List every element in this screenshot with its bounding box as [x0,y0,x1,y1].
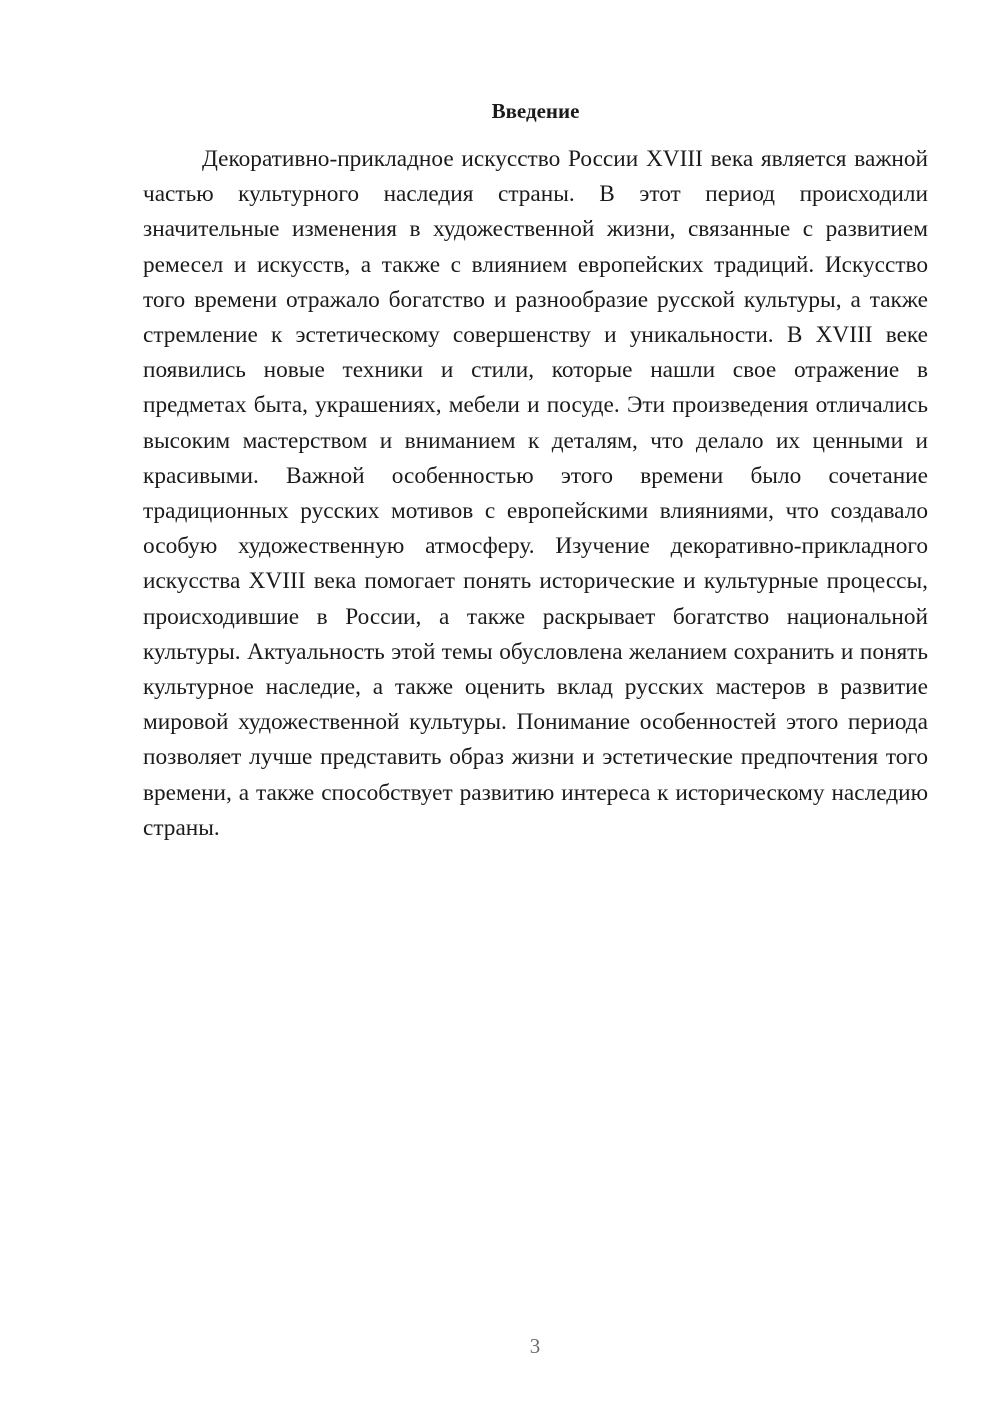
body-paragraph: Декоративно-прикладное искусство России XVIII века является важной частью культурного наследия страны. В этот период происходили значительные изменения в художественной жизни, связанные с развитием ремесел и искусств, а также с влиянием европейских традиций. Искусство того времени отражало богатство и разнообразие русской культуры, а также стремление к эстетическому совершенству и уникальности. В XVIII веке появились новые техники и стили, которые нашли свое отражение в предметах быта, украшениях, мебели и посуде. Эти произведения отличались высоким мастерством и вниманием к деталям, что делало их ценными и красивыми. Важной особенностью этого времени было сочетание традиционных русских мотивов с европейскими влияниями, что создавало особую художественную атмосферу. Изучение декоративно-прикладного искусства XVIII века помогает понять исторические и культурные процессы, происходившие в России, а также раскрывает богатство национальной культуры. Актуальность этой темы обусловлена желанием сохранить и понять культурное наследие, а также оценить вклад русских мастеров в развитие мировой художественной культуры. Понимание особенностей этого периода позволяет лучше представить образ жизни и эстетические предпочтения того времени, а также способствует развитию интереса к историческому наследию страны. [143,146,928,841]
section-heading: Введение [491,99,580,123]
page-number: 3 [529,1334,541,1358]
